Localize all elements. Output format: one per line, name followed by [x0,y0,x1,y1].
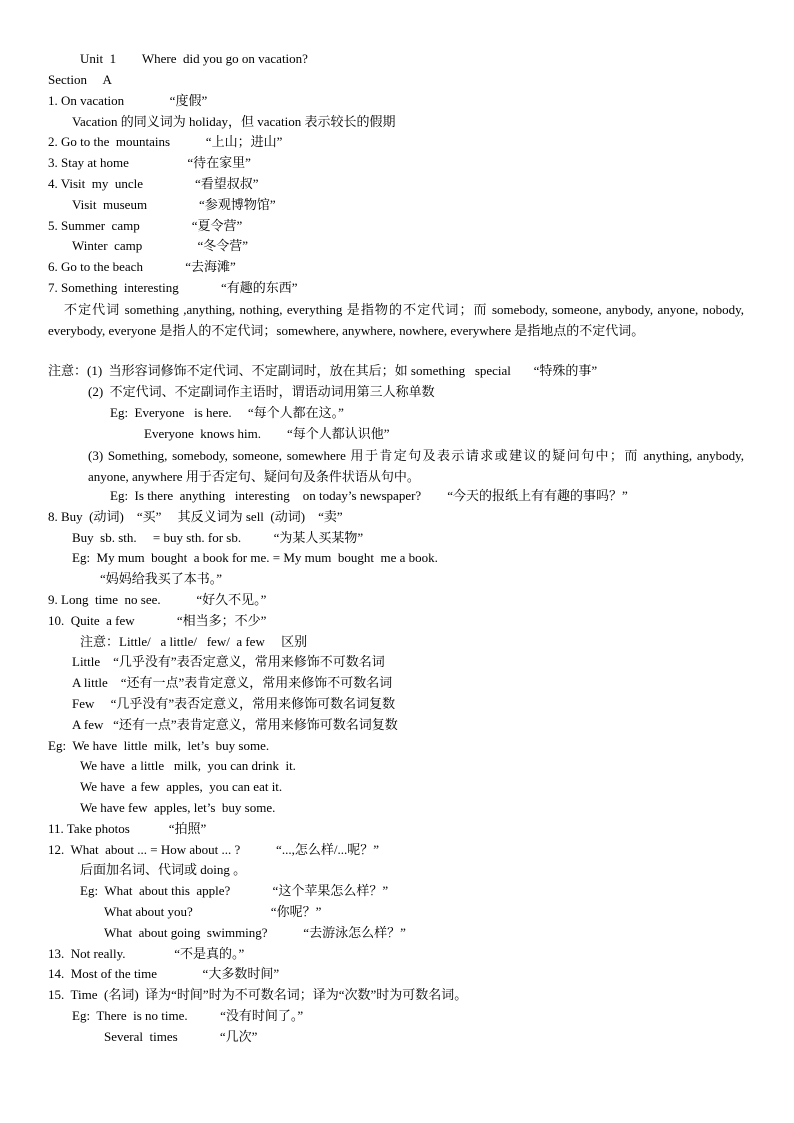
item-9: 9. Long time no see. “好久不见。” [48,592,267,607]
item-14: 14. Most of the time “大多数时间” [48,966,280,981]
item-10-little: Little “几乎没有”表否定意义，常用来修饰不可数名词 [72,654,385,669]
note-2: (2) 不定代词、不定副词作主语时，谓语动词用第三人称单数 [88,384,435,399]
item-2: 2. Go to the mountains “上山；进山” [48,134,283,149]
item-15-example-2: Several times “几次” [104,1029,258,1044]
note-2-example-2: Everyone knows him. “每个人都认识他” [144,426,390,441]
item-8-usage: Buy sb. sth. = buy sth. for sb. “为某人买某物” [72,530,364,545]
item-15-example-1: Eg: There is no time. “没有时间了。” [72,1008,304,1023]
item-10-few: Few “几乎没有”表否定意义，常用来修饰可数名词复数 [72,696,396,711]
note-2-example-1: Eg: Everyone is here. “每个人都在这。” [110,405,344,420]
item-12-example-1: Eg: What about this apple? “这个苹果怎么样？” [80,883,389,898]
item-1: 1. On vacation “度假” [48,93,208,108]
section-heading: Section A [48,72,112,87]
item-4: 4. Visit my uncle “看望叔叔” [48,176,259,191]
note-1: 注意：(1) 当形容词修饰不定代词、不定副词时，放在其后；如 something special “特殊的事” [48,363,598,378]
example-3: We have a few apples, you can eat it. [80,779,283,794]
item-1-note: Vacation 的同义词为 holiday，但 vacation 表示较长的假期 [72,114,396,129]
item-10-a-few: A few “还有一点”表肯定意义，常用来修饰可数名词复数 [72,717,398,732]
example-1: Eg: We have little milk, let’s buy some. [48,738,270,753]
unit-title: Unit 1 Where did you go on vacation? [80,51,308,66]
example-4: We have few apples, let’s buy some. [80,800,276,815]
item-11: 11. Take photos “拍照” [48,821,207,836]
item-7-paragraph: 不定代词 something ,anything, nothing, everything 是指物的不定代词；而 somebody, someone, anybody, anyone, nobody, everybody, everyone 是指人的不定代词；somewhere, anywhere, nowhere, everywhere 是指地点的不定代词。 [48,302,744,338]
item-10-a-little: A little “还有一点”表肯定意义，常用来修饰不可数名词 [72,675,393,690]
item-4-sub: Visit museum “参观博物馆” [72,197,276,212]
item-10: 10. Quite a few “相当多；不少” [48,613,267,628]
item-8-example: Eg: My mum bought a book for me. = My mum bought me a book. [72,550,438,565]
item-12-example-2: What about you? “你呢？” [104,904,322,919]
item-8-translation: “妈妈给我买了本书。” [100,571,223,586]
item-3: 3. Stay at home “待在家里” [48,155,251,170]
item-5: 5. Summer camp “夏令营” [48,218,243,233]
item-12-example-3: What about going swimming? “去游泳怎么样？” [104,925,406,940]
note-3-example: Eg: Is there anything interesting on today’s newspaper? “今天的报纸上有有趣的事吗？” [110,488,628,503]
item-5-sub: Winter camp “冬令营” [72,238,249,253]
item-15: 15. Time (名词) 译为“时间”时为不可数名词；译为“次数”时为可数名词。 [48,987,468,1002]
note-3: (3) Something, somebody, someone, somewhere 用于肯定句及表示请求或建议的疑问句中；而 anything, anybody, anyone, anywhere 用于否定句、疑问句及条件状语从句中。 [88,448,744,484]
item-6: 6. Go to the beach “去海滩” [48,259,236,274]
item-7: 7. Something interesting “有趣的东西” [48,280,298,295]
item-13: 13. Not really. “不是真的。” [48,946,245,961]
item-12-note: 后面加名词、代词或 doing 。 [80,862,247,877]
item-8: 8. Buy (动词) “买” 其反义词为 sell (动词) “卖” [48,509,343,524]
item-12: 12. What about ... = How about ... ? “...,怎么样/...呢？” [48,842,379,857]
item-10-note: 注意：Little/ a little/ few/ a few 区别 [80,634,308,649]
example-2: We have a little milk, you can drink it. [80,758,296,773]
